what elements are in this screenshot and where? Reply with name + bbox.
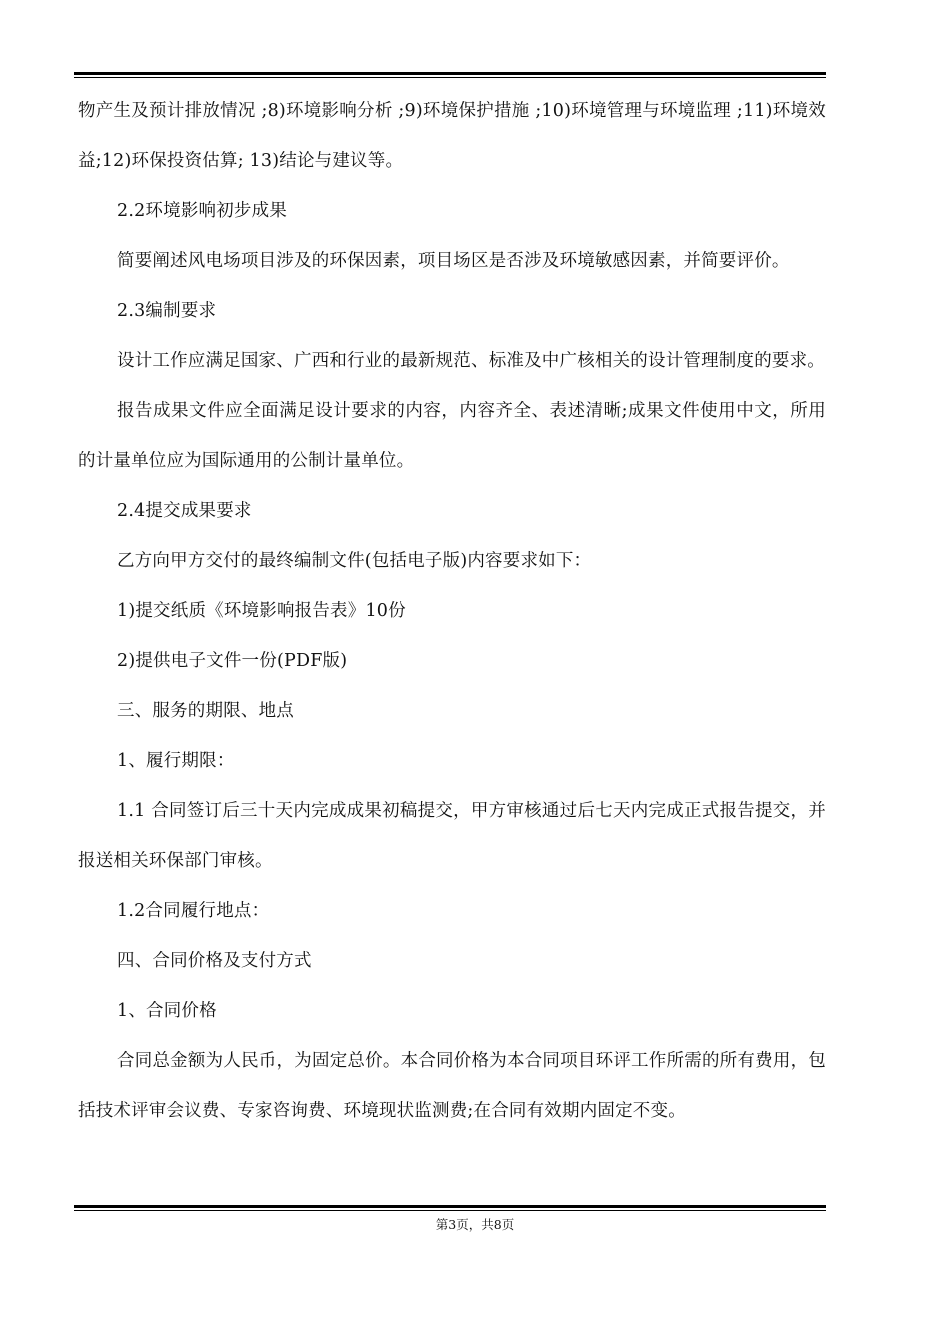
paragraph: 报告成果文件应全面满足设计要求的内容，内容齐全、表述清晰;成果文件使用中文，所用的计量单位应为国际通用的公制计量单位。 bbox=[78, 401, 826, 471]
document-body bbox=[78, 86, 826, 1136]
section-heading: 1、履行期限： bbox=[117, 751, 235, 771]
section-heading: 2.4提交成果要求 bbox=[117, 501, 252, 521]
header-rule bbox=[74, 72, 826, 78]
paragraph: 物产生及预计排放情况 ;8)环境影响分析 ;9)环境保护措施 ;10)环境管理与环境监理 ;11)环境效益;12)环保投资估算; 13)结论与建议等。 bbox=[78, 101, 826, 171]
list-item: 2)提供电子文件一份(PDF版) bbox=[117, 651, 348, 671]
paragraph: 1.2合同履行地点： bbox=[117, 901, 270, 921]
paragraph: 设计工作应满足国家、广西和行业的最新规范、标准及中广核相关的设计管理制度的要求。 bbox=[117, 351, 825, 371]
paragraph: 1.1 合同签订后三十天内完成成果初稿提交，甲方审核通过后七天内完成正式报告提交，并报送相关环保部门审核。 bbox=[78, 801, 826, 871]
section-heading: 2.2环境影响初步成果 bbox=[117, 201, 288, 221]
list-item: 1)提交纸质《环境影响报告表》10份 bbox=[117, 601, 406, 621]
paragraph: 合同总金额为人民币，为固定总价。本合同价格为本合同项目环评工作所需的所有费用，包括技术评审会议费、专家咨询费、环境现状监测费;在合同有效期内固定不变。 bbox=[78, 1051, 826, 1121]
section-heading: 四、合同价格及支付方式 bbox=[117, 951, 312, 971]
paragraph: 简要阐述风电场项目涉及的环保因素，项目场区是否涉及环境敏感因素，并简要评价。 bbox=[117, 251, 790, 271]
page-number: 第3页，共8页 bbox=[435, 1217, 515, 1232]
footer-rule bbox=[74, 1205, 826, 1211]
paragraph: 乙方向甲方交付的最终编制文件(包括电子版)内容要求如下： bbox=[117, 551, 592, 571]
section-heading: 三、服务的期限、地点 bbox=[117, 701, 294, 721]
section-heading: 1、合同价格 bbox=[117, 1001, 217, 1021]
section-heading: 2.3编制要求 bbox=[117, 301, 217, 321]
